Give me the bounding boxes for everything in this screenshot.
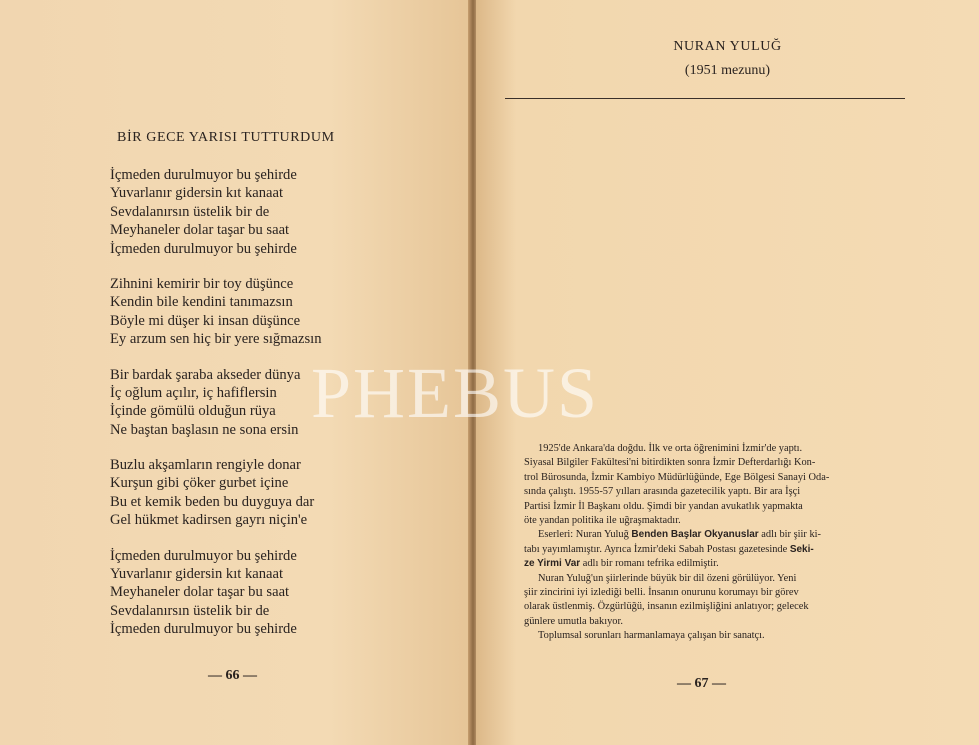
poem-line: İçmeden durulmuyor bu şehirde: [110, 240, 297, 257]
poem-line: Kurşun gibi çöker gurbet içine: [110, 475, 289, 492]
bio-line: [524, 543, 902, 557]
bio-line: günlere umutla bakıyor.: [524, 615, 623, 627]
poem-line: Sevdalanırsın üstelik bir de: [110, 203, 270, 220]
stanza: [110, 456, 322, 530]
bio-text: Eserleri: Nuran Yuluğ: [538, 529, 632, 541]
graduation-year: (1951 mezunu): [684, 63, 771, 78]
poem-line: Yuvarlanır gidersin kıt kanaat: [110, 185, 284, 202]
poem-line: Gel hükmet kadirsen gayrı niçin'e: [110, 512, 308, 529]
poem-line: İçinde gömülü olduğun rüya: [110, 403, 276, 420]
divider-line: [505, 98, 905, 99]
poem-line: Sevdalanırsın üstelik bir de: [110, 602, 270, 619]
stanza: [110, 275, 322, 349]
poem-line: İçmeden durulmuyor bu şehirde: [110, 547, 297, 564]
bio-line: Siyasal Bilgiler Fakültesi'ni bitirdikten sonra İzmir Defterdarlığı Kon-: [524, 457, 816, 469]
book-title: Benden Başlar Okyanuslar: [631, 529, 759, 541]
poem-line: Yuvarlanır gidersin kıt kanaat: [110, 566, 284, 583]
poem-line: İçmeden durulmuyor bu şehirde: [110, 167, 297, 183]
bio-line: Partisi İzmir İl Başkanı oldu. Şimdi bir yandan avukatlık yapmakta: [524, 500, 803, 512]
bio-line: [524, 557, 902, 571]
bio-text: tabı yayımlamıştır. Ayrıca İzmir'deki Sabah Postası gazetesinde: [524, 543, 790, 555]
novel-title: Seki-: [789, 543, 814, 555]
poem-line: İçmeden durulmuyor bu şehirde: [110, 621, 297, 638]
poem-line: Kendin bile kendini tanımazsın: [110, 294, 293, 311]
bio-line: sında çalıştı. 1955-57 yılları arasında gazetecilik yaptı. Bir ara İşçi: [524, 486, 801, 498]
poem-line: Zihnini kemirir bir toy düşünce: [110, 275, 294, 292]
author-biography: [524, 442, 902, 643]
stanza: [110, 547, 322, 639]
stanza: [110, 166, 322, 258]
stanza: [110, 366, 322, 440]
poem-line: Meyhaneler dolar taşar bu saat: [110, 222, 290, 239]
poem: [110, 166, 322, 656]
bio-text: adlı bir romanı tefrika edilmiştir.: [580, 558, 719, 570]
bio-line: Nuran Yuluğ'un şiirlerinde büyük bir dil özeni görülüyor. Yeni: [538, 572, 797, 584]
bio-line: olarak üstlenmiş. Özgürlüğü, insanın ezilmişliğini anlatıyor; gelecek: [524, 601, 809, 613]
poem-title: BİR GECE YARISI TUTTURDUM: [117, 130, 335, 145]
watermark: PHEBUS: [311, 353, 600, 433]
bio-line: [524, 528, 902, 542]
bio-line: şiir zincirini iyi izlediği belli. İnsanın onurunu korumayı bir görev: [524, 586, 799, 598]
poem-line: Buzlu akşamların rengiyle donar: [110, 457, 301, 474]
poem-line: Bir bardak şaraba akseder dünya: [110, 366, 301, 383]
poem-line: Bu et kemik beden bu duyguya dar: [110, 493, 315, 510]
bio-line: Toplumsal sorunları harmanlamaya çalışan bir sanatçı.: [538, 630, 765, 642]
page-number-left: — 66 —: [208, 668, 257, 683]
poem-line: Ne baştan başlasın ne sona ersin: [110, 421, 299, 438]
novel-title: ze Yirmi Var: [524, 558, 581, 570]
bio-text: adlı bir şiir ki-: [758, 529, 822, 541]
bio-line: öte yandan politika ile uğraşmaktadır.: [524, 514, 681, 526]
poem-line: Ey arzum sen hiç bir yere sığmazsın: [110, 331, 322, 348]
author-name: NURAN YULUĞ: [673, 39, 782, 54]
bio-line: 1925'de Ankara'da doğdu. İlk ve orta öğrenimini İzmir'de yaptı.: [538, 443, 803, 454]
bio-line: trol Bürosunda, İzmir Kambiyo Müdürlüğünde, Ege Bölgesi Sanayi Oda-: [524, 471, 830, 483]
poem-line: Meyhaneler dolar taşar bu saat: [110, 584, 290, 601]
poem-line: İç oğlum açılır, iç hafiflersin: [110, 384, 277, 401]
poem-line: Böyle mi düşer ki insan düşünce: [110, 312, 301, 329]
page-number-right: — 67 —: [677, 676, 726, 691]
